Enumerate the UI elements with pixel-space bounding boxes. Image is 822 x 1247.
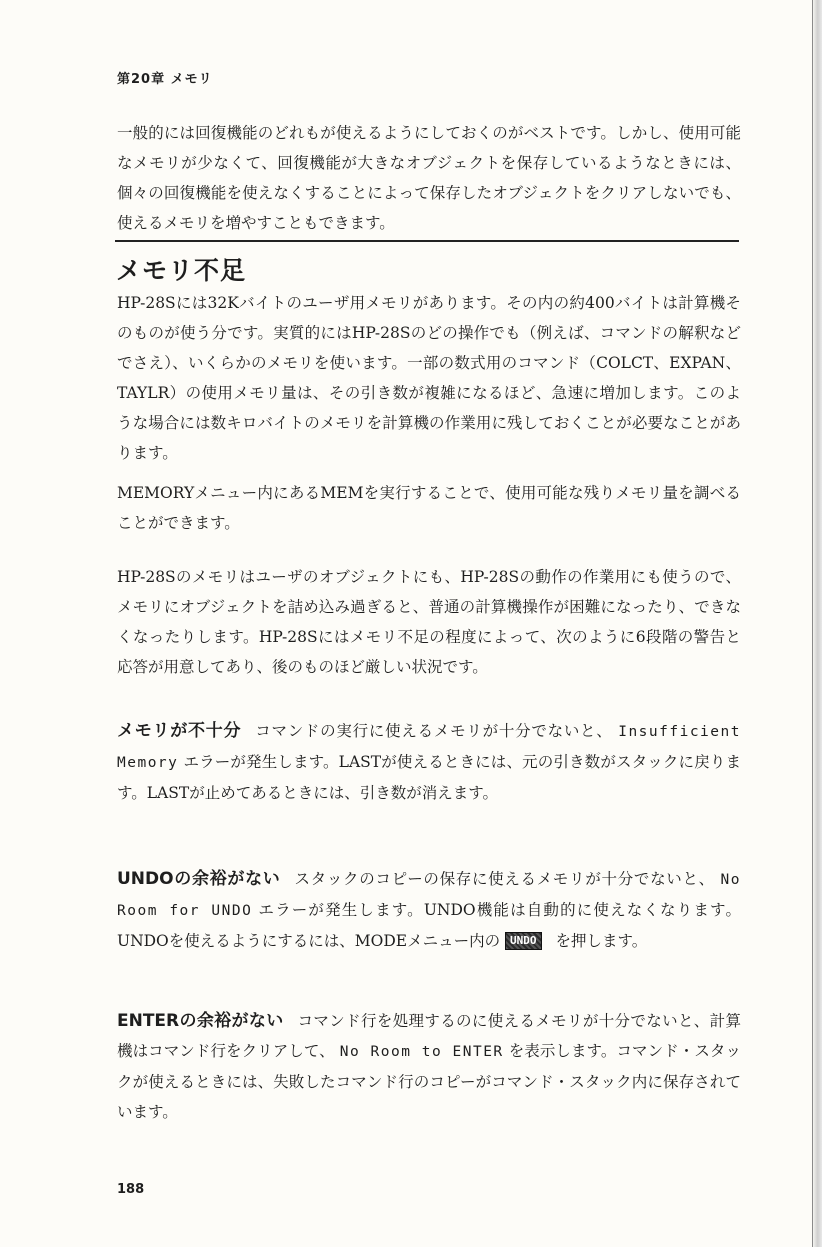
- item-text: エラーが発生します。UNDO機能は自動的に使えなくなります。UNDOを使えるようにするには、MODEメニュー内の: [117, 901, 741, 950]
- intro-paragraph: 一般的には回復機能のどれもが使えるようにしておくのがベストです。しかし、使用可能なメモリが少なくて、回復機能が大きなオブジェクトを保存しているようなときには、個々の回復機能を使えなくすることによって保存したオブジェクトをクリアしないでも、使えるメモリを増やすこともできます。: [117, 124, 741, 232]
- page-number: 188: [117, 1182, 145, 1197]
- item-insufficient-memory: [117, 716, 741, 808]
- chapter-header: 第20章 メモリ: [117, 72, 213, 87]
- item-term: メモリが不十分: [117, 721, 242, 741]
- section-paragraph-2: MEMORYメニュー内にあるMEMを実行することで、使用可能な残りメモリ量を調べることができます。: [117, 484, 741, 532]
- item-enter-no-room: [117, 1006, 741, 1127]
- page-edge-line: [812, 0, 813, 1247]
- item-text: を表示します。コマンド・スタックが使えるときには、失敗したコマンド行のコピーがコマンド・スタック内に保存されています。: [117, 1042, 741, 1121]
- section-paragraph-1: HP-28Sには32Kバイトのユーザ用メモリがあります。その内の約400バイトは計算機そのものが使う分です。実質的にはHP-28Sのどの操作でも（例えば、コマンドの解釈などでさえ）、いくらかのメモリを使います。一部の数式用のコマンド（COLCT、EXPAN、TAYLR）の使用メモリ量は、その引き数が複雑になるほど、急速に増加します。このような場合には数キロバイトのメモリを計算機の作業用に残しておくことが必要なことがあります。: [117, 294, 741, 462]
- section-title: メモリ不足: [116, 256, 247, 285]
- item-text: コマンドの実行に使えるメモリが十分でないと、: [255, 722, 613, 740]
- item-text: を押します。: [555, 932, 648, 950]
- error-message: No Room to ENTER: [339, 1044, 504, 1060]
- section-paragraph-3: HP-28Sのメモリはユーザのオブジェクトにも、HP-28Sの動作の作業用にも使うので、メモリにオブジェクトを詰め込み過ぎると、普通の計算機操作が困難になったり、できなくなったりします。HP-28Sにはメモリ不足の程度によって、次のように6段階の警告と応答が用意してあり、後のものほど厳しい状況です。: [117, 568, 741, 676]
- item-text: スタックのコピーの保存に使えるメモリが十分でないと、: [294, 870, 715, 888]
- item-term: UNDOの余裕がない: [117, 869, 281, 889]
- item-text: エラーが発生します。LASTが使えるときには、元の引き数がスタックに戻ります。LASTが止めてあるときには、引き数が消えます。: [117, 753, 741, 802]
- error-message: No Room for UNDO: [117, 872, 741, 919]
- section-divider: [115, 240, 739, 242]
- item-undo-no-room: [117, 864, 741, 956]
- undo-menu-key: UNDO: [505, 932, 542, 950]
- item-term: ENTERの余裕がない: [117, 1011, 284, 1031]
- item-text: コマンド行を処理するのに使えるメモリが十分でないと、計算機はコマンド行をクリアして、: [117, 1012, 741, 1060]
- page-edge-shadow: [812, 0, 822, 1247]
- error-message: Insufficient Memory: [117, 724, 741, 771]
